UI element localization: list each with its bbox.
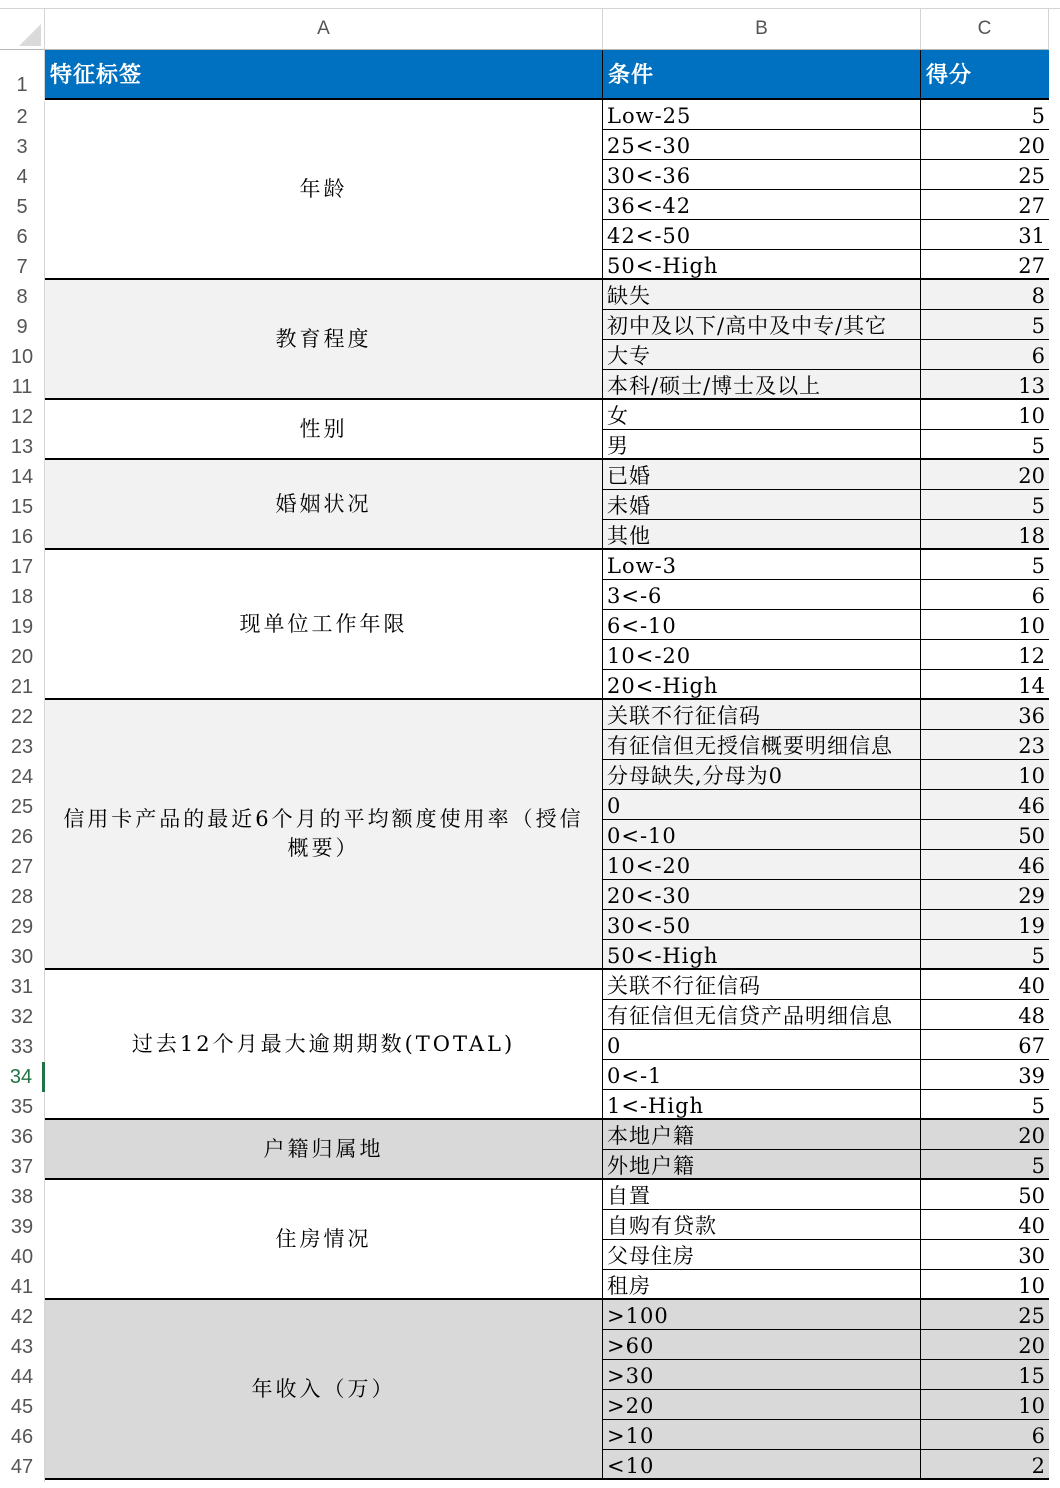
- condition-cell[interactable]: 男: [603, 430, 921, 460]
- score-cell[interactable]: 14: [921, 670, 1049, 700]
- score-cell[interactable]: 20: [921, 460, 1049, 490]
- row-number[interactable]: 13: [0, 432, 45, 462]
- row-number[interactable]: 32: [0, 1002, 45, 1032]
- row-number[interactable]: 3: [0, 132, 45, 162]
- condition-cell[interactable]: >100: [603, 1300, 921, 1330]
- column-header-a[interactable]: A: [45, 9, 603, 50]
- row-number[interactable]: 41: [0, 1272, 45, 1302]
- row-number[interactable]: 2: [0, 102, 45, 132]
- score-cell[interactable]: 39: [921, 1060, 1049, 1090]
- row-number[interactable]: 33: [0, 1032, 45, 1062]
- score-cell[interactable]: 12: [921, 640, 1049, 670]
- row-number[interactable]: 14: [0, 462, 45, 492]
- row-number[interactable]: 9: [0, 312, 45, 342]
- score-cell[interactable]: 36: [921, 700, 1049, 730]
- feature-label-cell[interactable]: 教育程度: [45, 280, 603, 400]
- row-number[interactable]: 45: [0, 1392, 45, 1422]
- row-number[interactable]: 22: [0, 702, 45, 732]
- row-number[interactable]: 42: [0, 1302, 45, 1332]
- condition-cell[interactable]: 50<-High: [603, 250, 921, 280]
- score-cell[interactable]: 10: [921, 1270, 1049, 1300]
- score-cell[interactable]: 6: [921, 340, 1049, 370]
- score-cell[interactable]: 13: [921, 370, 1049, 400]
- row-number[interactable]: 23: [0, 732, 45, 762]
- row-number[interactable]: 27: [0, 852, 45, 882]
- condition-cell[interactable]: 未婚: [603, 490, 921, 520]
- row-number[interactable]: 8: [0, 282, 45, 312]
- score-cell[interactable]: 18: [921, 520, 1049, 550]
- column-header-b[interactable]: B: [603, 9, 921, 50]
- score-cell[interactable]: 50: [921, 820, 1049, 850]
- row-number[interactable]: 44: [0, 1362, 45, 1392]
- row-number[interactable]: 24: [0, 762, 45, 792]
- feature-label-cell[interactable]: 婚姻状况: [45, 460, 603, 550]
- condition-cell[interactable]: 本科/硕士/博士及以上: [603, 370, 921, 400]
- score-cell[interactable]: 10: [921, 1390, 1049, 1420]
- condition-cell[interactable]: 20<-30: [603, 880, 921, 910]
- condition-cell[interactable]: 50<-High: [603, 940, 921, 970]
- row-number[interactable]: 12: [0, 402, 45, 432]
- row-number[interactable]: 38: [0, 1182, 45, 1212]
- row-number[interactable]: 29: [0, 912, 45, 942]
- row-number[interactable]: 37: [0, 1152, 45, 1182]
- condition-cell[interactable]: 租房: [603, 1270, 921, 1300]
- row-number[interactable]: 7: [0, 252, 45, 282]
- row-number[interactable]: 17: [0, 552, 45, 582]
- row-number[interactable]: 47: [0, 1452, 45, 1482]
- feature-label-cell[interactable]: 信用卡产品的最近6个月的平均额度使用率（授信概要）: [45, 700, 603, 970]
- feature-label-cell[interactable]: 年收入（万）: [45, 1300, 603, 1480]
- score-cell[interactable]: 5: [921, 430, 1049, 460]
- condition-cell[interactable]: 3<-6: [603, 580, 921, 610]
- score-cell[interactable]: 5: [921, 550, 1049, 580]
- score-cell[interactable]: 40: [921, 1210, 1049, 1240]
- feature-label-cell[interactable]: 住房情况: [45, 1180, 603, 1300]
- row-number[interactable]: 35: [0, 1092, 45, 1122]
- row-number[interactable]: 19: [0, 612, 45, 642]
- row-number[interactable]: 20: [0, 642, 45, 672]
- score-cell[interactable]: 2: [921, 1450, 1049, 1480]
- score-cell[interactable]: 27: [921, 250, 1049, 280]
- condition-cell[interactable]: 0<-1: [603, 1060, 921, 1090]
- row-number[interactable]: 46: [0, 1422, 45, 1452]
- condition-cell[interactable]: 1<-High: [603, 1090, 921, 1120]
- row-number[interactable]: 25: [0, 792, 45, 822]
- condition-cell[interactable]: 父母住房: [603, 1240, 921, 1270]
- condition-cell[interactable]: 有征信但无授信概要明细信息: [603, 730, 921, 760]
- feature-label-cell[interactable]: 户籍归属地: [45, 1120, 603, 1180]
- condition-cell[interactable]: 本地户籍: [603, 1120, 921, 1150]
- condition-cell[interactable]: 分母缺失,分母为0: [603, 760, 921, 790]
- row-number[interactable]: 15: [0, 492, 45, 522]
- row-number[interactable]: 6: [0, 222, 45, 252]
- condition-cell[interactable]: 0<-10: [603, 820, 921, 850]
- condition-cell[interactable]: 10<-20: [603, 640, 921, 670]
- condition-cell[interactable]: 42<-50: [603, 220, 921, 250]
- score-cell[interactable]: 6: [921, 580, 1049, 610]
- condition-cell[interactable]: >30: [603, 1360, 921, 1390]
- condition-cell[interactable]: 20<-High: [603, 670, 921, 700]
- score-cell[interactable]: 8: [921, 280, 1049, 310]
- row-number[interactable]: 11: [0, 372, 45, 402]
- row-number[interactable]: 10: [0, 342, 45, 372]
- score-cell[interactable]: 50: [921, 1180, 1049, 1210]
- row-number[interactable]: 36: [0, 1122, 45, 1152]
- condition-cell[interactable]: 大专: [603, 340, 921, 370]
- row-number[interactable]: 28: [0, 882, 45, 912]
- row-number[interactable]: 21: [0, 672, 45, 702]
- condition-cell[interactable]: 关联不行征信码: [603, 700, 921, 730]
- score-cell[interactable]: 20: [921, 130, 1049, 160]
- feature-label-cell[interactable]: 性别: [45, 400, 603, 460]
- header-cell-condition[interactable]: 条件: [603, 50, 921, 100]
- header-cell-feature[interactable]: 特征标签: [45, 50, 603, 100]
- feature-label-cell[interactable]: 过去12个月最大逾期期数(TOTAL): [45, 970, 603, 1120]
- condition-cell[interactable]: 0: [603, 790, 921, 820]
- score-cell[interactable]: 5: [921, 490, 1049, 520]
- score-cell[interactable]: 25: [921, 160, 1049, 190]
- score-cell[interactable]: 10: [921, 610, 1049, 640]
- score-cell[interactable]: 46: [921, 790, 1049, 820]
- condition-cell[interactable]: 外地户籍: [603, 1150, 921, 1180]
- score-cell[interactable]: 5: [921, 100, 1049, 130]
- condition-cell[interactable]: 0: [603, 1030, 921, 1060]
- row-number[interactable]: 40: [0, 1242, 45, 1272]
- row-number[interactable]: 5: [0, 192, 45, 222]
- condition-cell[interactable]: 6<-10: [603, 610, 921, 640]
- score-cell[interactable]: 31: [921, 220, 1049, 250]
- select-all-triangle-icon: [19, 24, 41, 46]
- condition-cell[interactable]: 25<-30: [603, 130, 921, 160]
- row-number[interactable]: 31: [0, 972, 45, 1002]
- condition-cell[interactable]: <10: [603, 1450, 921, 1480]
- condition-cell[interactable]: 关联不行征信码: [603, 970, 921, 1000]
- score-cell[interactable]: 6: [921, 1420, 1049, 1450]
- row-number[interactable]: 1: [0, 50, 45, 100]
- select-all-button[interactable]: [0, 9, 45, 50]
- condition-cell[interactable]: Low-25: [603, 100, 921, 130]
- condition-cell[interactable]: 缺失: [603, 280, 921, 310]
- condition-cell[interactable]: 有征信但无信贷产品明细信息: [603, 1000, 921, 1030]
- column-header-c[interactable]: C: [921, 9, 1049, 50]
- condition-cell[interactable]: 10<-20: [603, 850, 921, 880]
- row-number[interactable]: 16: [0, 522, 45, 552]
- formula-bar-edge: [0, 0, 1060, 9]
- score-cell[interactable]: 23: [921, 730, 1049, 760]
- score-cell[interactable]: 10: [921, 400, 1049, 430]
- row-number[interactable]: 34: [0, 1062, 45, 1092]
- row-number[interactable]: 30: [0, 942, 45, 972]
- score-cell[interactable]: 27: [921, 190, 1049, 220]
- score-cell[interactable]: 19: [921, 910, 1049, 940]
- condition-cell[interactable]: >20: [603, 1390, 921, 1420]
- score-cell[interactable]: 25: [921, 1300, 1049, 1330]
- row-number[interactable]: 26: [0, 822, 45, 852]
- row-number[interactable]: 39: [0, 1212, 45, 1242]
- header-cell-score[interactable]: 得分: [921, 50, 1049, 100]
- condition-cell[interactable]: >60: [603, 1330, 921, 1360]
- score-cell[interactable]: 20: [921, 1120, 1049, 1150]
- condition-cell[interactable]: 女: [603, 400, 921, 430]
- condition-cell[interactable]: 其他: [603, 520, 921, 550]
- score-cell[interactable]: 10: [921, 760, 1049, 790]
- condition-cell[interactable]: 初中及以下/高中及中专/其它: [603, 310, 921, 340]
- score-cell[interactable]: 5: [921, 1150, 1049, 1180]
- score-cell[interactable]: 5: [921, 940, 1049, 970]
- score-cell[interactable]: 48: [921, 1000, 1049, 1030]
- condition-cell[interactable]: 36<-42: [603, 190, 921, 220]
- condition-cell[interactable]: 已婚: [603, 460, 921, 490]
- feature-label-cell[interactable]: 现单位工作年限: [45, 550, 603, 700]
- condition-cell[interactable]: Low-3: [603, 550, 921, 580]
- score-cell[interactable]: 30: [921, 1240, 1049, 1270]
- score-cell[interactable]: 5: [921, 1090, 1049, 1120]
- score-cell[interactable]: 46: [921, 850, 1049, 880]
- score-cell[interactable]: 15: [921, 1360, 1049, 1390]
- feature-label-cell[interactable]: 年龄: [45, 100, 603, 280]
- row-number[interactable]: 43: [0, 1332, 45, 1362]
- score-cell[interactable]: 67: [921, 1030, 1049, 1060]
- condition-cell[interactable]: 30<-36: [603, 160, 921, 190]
- score-cell[interactable]: 20: [921, 1330, 1049, 1360]
- condition-cell[interactable]: 30<-50: [603, 910, 921, 940]
- score-cell[interactable]: 40: [921, 970, 1049, 1000]
- condition-cell[interactable]: 自购有贷款: [603, 1210, 921, 1240]
- score-cell[interactable]: 5: [921, 310, 1049, 340]
- row-number[interactable]: 18: [0, 582, 45, 612]
- score-cell[interactable]: 29: [921, 880, 1049, 910]
- row-number[interactable]: 4: [0, 162, 45, 192]
- condition-cell[interactable]: 自置: [603, 1180, 921, 1210]
- condition-cell[interactable]: >10: [603, 1420, 921, 1450]
